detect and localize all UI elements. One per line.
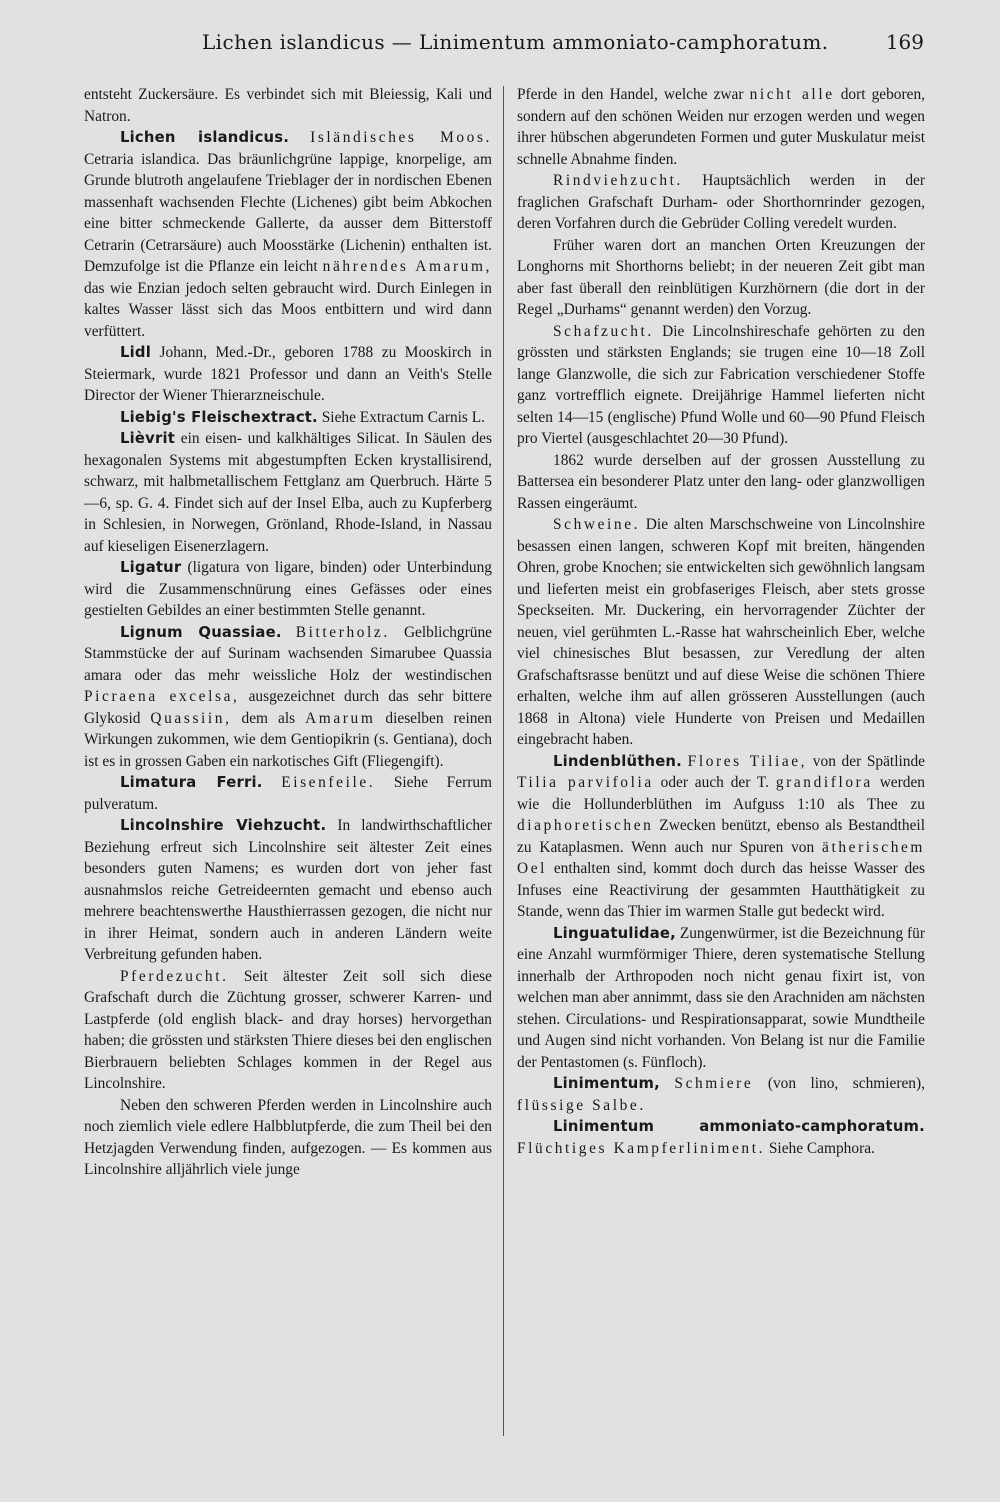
- paragraph-schweine: [517, 514, 925, 751]
- running-title: Lichen islandicus — Linimentum ammoniato-camphoratum.: [202, 30, 829, 54]
- text: enthalten sind, kommt doch durch das heisse Wasser des Infuses eine Reactivirung der gesammten Hautthätigkeit zu Stande, wenn das Thier im warmen Stalle gut bedeckt wird.: [517, 860, 926, 920]
- spaced-term: diaphoretischen: [517, 817, 654, 834]
- text: dem als: [241, 709, 296, 727]
- text: 1862 wurde derselben auf der grossen Ausstellung zu Battersea ein besonderer Platz unter den lang- oder glanzwolligen Rassen eingeräumt.: [517, 451, 925, 512]
- spaced-term: flüssige Salbe.: [517, 1096, 646, 1114]
- paragraph: [517, 84, 925, 170]
- text: Zungenwürmer, ist die Bezeichnung für eine Anzahl wurmförmiger Thiere, deren systematische Stellung innerhalb der Arthropoden noch nicht genau fixirt ist, von welchen man aber annimmt, dass sie den Arachniden am nächsten stehen. Circulations- und Respirationsapparat, sowie Mundtheile und Augen sind nicht vorhanden. Von Belang ist nur die Familie der Pentastomen (s. Fünfloch).: [517, 924, 925, 1071]
- text: dort geboren, sondern auf den schönen Weiden nur erzogen werden und wegen ihrer hübschen abgerundeten Formen und guter Muskulatur meist schnelle Abnahme finden.: [517, 86, 925, 168]
- text: Pferde in den Handel, welche zwar: [517, 86, 744, 103]
- spaced-term: Bitterholz.: [295, 623, 390, 641]
- text: ein eisen- und kalkhältiges Silicat. In Säulen des hexagonalen Systems mit abgestumpften Ecken krystallisirend, schwarz, mit halbmetallischem Fettglanz am Querbruch. Härte 5—6, sp. G. 4. Findet sich auf der Insel Elba, auch zu Kupferberg in Schlesien, in Norwegen, Grönland, Rhode-Island, in Nassau auf kieseligen Eisenerzlagern.: [84, 430, 492, 555]
- headword: Lindenblüthen.: [553, 752, 682, 770]
- paragraph: [84, 1095, 492, 1181]
- paragraph-rindviehzucht: [517, 170, 925, 235]
- spaced-term: Tilia parvifolia: [517, 774, 654, 791]
- text: Seit ältester Zeit soll sich diese Grafschaft durch die Züchtung grosser, schwerer Karren- und Lastpferde (old english black- and dray horses) hervorgethan haben; die grössten und stärksten Thiere dieses bei den englischen Bierbrauern beliebten Schlages kommen in der Regel aus Lincolnshire.: [84, 967, 492, 1092]
- entry-lindenbluethen: [517, 751, 925, 923]
- left-column: [84, 84, 492, 1181]
- entry-lievrit: [84, 428, 492, 557]
- entry-ligatur: [84, 557, 492, 622]
- headword: Lincolnshire Viehzucht.: [120, 817, 327, 834]
- right-column: [517, 84, 925, 1159]
- text: Hauptsächlich werden in der fraglichen Grafschaft Durham- oder Shorthornrinder gezogen, deren Vorfahren durch die Gebrüder Colling veredelt wurden.: [517, 172, 925, 232]
- entry-lichen-islandicus: [84, 127, 492, 342]
- entry-lignum-quassiae: [84, 622, 492, 773]
- text: Johann, Med.-Dr., geboren 1788 zu Mooskirch in Steiermark, wurde 1821 Professor und dann an Veith's Stelle Director der Wiener Thierarzneischule.: [84, 344, 492, 404]
- text: In landwirthschaftlicher Beziehung erfreut sich Lincolnshire seit ältester Zeit eines besonders guten Namens; es wurden dort von jeher fast ausnahmslos reiche Getreideernten gemacht und ebenso auch mehrere beachtenswerthe Hausthierrassen gezogen, die nicht nur in ihrer Heimat, sondern auch in anderen Ländern weite Verbreitung gefunden haben.: [84, 817, 492, 963]
- text: entsteht Zuckersäure. Es verbindet sich mit Bleiessig, Kali und Natron.: [84, 86, 492, 125]
- entry-linimentum: [517, 1073, 925, 1116]
- headword: Linimentum,: [553, 1075, 660, 1092]
- text: ausgezeichnet durch das sehr bittere Glykosid: [84, 688, 492, 727]
- headword: Lignum Quassiae.: [120, 623, 282, 641]
- text: Früher waren dort an manchen Orten Kreuzungen der Longhorns mit Shorthorns beliebt; in der neueren Zeit gibt man aber fast überall den reinblütigen Kurzhörnern (die dort in der Regel „Durhams“ genannt werden) den Vorzug.: [517, 236, 925, 318]
- entry-linguatulidae: [517, 923, 925, 1074]
- headword: Lidl: [120, 344, 151, 361]
- headword: Ligatur: [120, 559, 182, 576]
- paragraph-pferdezucht: [84, 966, 492, 1095]
- text: Zwecken benützt, ebenso als Bestandtheil zu Kataplasmen. Wenn auch nur Spuren von: [517, 817, 925, 856]
- spaced-term: Quassiin,: [150, 709, 232, 727]
- text: Siehe Ferrum pulveratum.: [84, 774, 492, 813]
- text: (von lino, schmieren),: [767, 1075, 925, 1092]
- running-header: [84, 30, 924, 60]
- text: werden wie die Hollunderblüthen im Aufguss 1:10 als Thee zu: [517, 774, 925, 813]
- spaced-term: nicht alle: [749, 86, 835, 103]
- spaced-term: Schafzucht.: [553, 322, 654, 340]
- headword: Lichen islandicus.: [120, 129, 290, 146]
- headword: Linimentum ammoniato-camphoratum.: [553, 1118, 925, 1135]
- text: dieselben reinen Wirkungen zukommen, wie dem Gentiopikrin (s. Gentiana), doch ist es in grossen Gaben ein narkotisches Gift (Fliegengift).: [84, 709, 492, 770]
- text: (ligatura von ligare, binden) oder Unterbindung wird die Zusammenschnürung eines Gefässes oder eines gestielten Gebildes an einer bestimmten Stelle genannt.: [84, 559, 492, 619]
- paragraph: [517, 450, 925, 515]
- text: oder auch der T.: [660, 774, 770, 791]
- spaced-term: Picraena excelsa,: [84, 688, 240, 705]
- text: Die Lincolnshireschafe gehörten zu den grössten und stärksten Englands; sie trugen eine 10—18 Zoll lange Glanzwolle, die sich zur Fabrication verschiedener Stoffe ganz vortrefflich eignete. Dreijährige Hammel lieferten nicht selten 14—15 (englische) Pfund Wolle und 60—90 Pfund Fleisch pro Viertel (ausgeschlachtet 20—30 Pfund).: [517, 322, 926, 447]
- entry-lincolnshire-viehzucht: [84, 815, 492, 966]
- text: Gelblichgrüne Stammstücke der auf Surinam wachsenden Simarubee Quassia amara oder das mehr weissliche Holz der westindischen: [84, 623, 492, 684]
- entry-limatura-ferri: [84, 772, 492, 815]
- text: Cetraria islandica. Das bräunlichgrüne lappige, knorpelige, am Grunde blutroth angelaufene Trieblager der in nordischen Ebenen massenhaft wachsenden Flechte (Lichenes) gibt beim Abkochen eine bitter schmeckende Gallerte, da ausser dem Bitterstoff Cetrarin (Cetrarsäure) auch Moosstärke (Lichenin) enthalten ist. Demzufolge ist die Pflanze ein leicht: [84, 150, 492, 275]
- paragraph-schafzucht: [517, 321, 925, 450]
- spaced-term: Pferdezucht.: [120, 967, 229, 985]
- headword: Liebig's Fleischextract.: [120, 408, 318, 426]
- text: Siehe Camphora.: [768, 1139, 875, 1157]
- spaced-term: Schmiere: [674, 1075, 754, 1092]
- paragraph: [84, 84, 492, 127]
- text: von der Spätlinde: [812, 752, 925, 770]
- spaced-term: Flores Tiliae,: [687, 752, 808, 770]
- spaced-term: Amarum: [305, 709, 376, 727]
- headword: Limatura Ferri.: [120, 774, 263, 791]
- text: das wie Enzian jedoch selten gebraucht wird. Durch Einlegen in kaltes Wasser lässt sich das Moos entbittern und wird dann verfüttert.: [84, 279, 492, 340]
- headword: Lièvrit: [120, 430, 176, 447]
- entry-linimentum-ammoniato-camphoratum: [517, 1116, 925, 1159]
- text: Die alten Marschschweine von Lincolnshire besassen einen langen, schweren Kopf mit breiten, hängenden Ohren, grobe Knochen; sie entwickelten sich gewöhnlich langsam und lieferten meist ein grobfaseriges Fleisch, aber stets grosse Speckseiten. Mr. Duckering, ein hervorragender Züchter der neuen, viel gerühmten L.-Rasse hat wahrscheinlich Eber, welche viel chinesisches Blut besassen, zur Veredlung der alten Grafschaftsrasse benützt und auf diese Weise die schönen Thiere erhalten, welche ihm auf allen grösseren Ausstellungen (auch 1868 in Altona) viele Hunderte von Preisen und Medaillen eingebracht haben.: [517, 516, 925, 748]
- spaced-term: Rindviehzucht.: [553, 172, 684, 189]
- text: Neben den schweren Pferden werden in Lincolnshire auch noch ziemlich viele edlere Halbblutpferde, die zum Theil bei den Hetzjagden Verwendung finden, aufgezogen. — Es kommen aus Lincolnshire alljährlich viele junge: [84, 1096, 492, 1178]
- spaced-term: Flüchtiges Kampferliniment.: [517, 1139, 766, 1157]
- text: Siehe Extractum Carnis L.: [321, 408, 486, 426]
- paragraph: [517, 235, 925, 321]
- headword: Linguatulidae,: [553, 924, 676, 942]
- spaced-term: grandiflora: [775, 774, 873, 791]
- page-number: 169: [885, 30, 924, 54]
- spaced-term: Isländisches Moos.: [310, 129, 492, 146]
- spaced-term: ätherischem Oel: [517, 838, 925, 877]
- spaced-term: Eisenfeile.: [281, 774, 376, 791]
- spaced-term: Schweine.: [553, 516, 641, 533]
- column-divider: [503, 86, 504, 1436]
- entry-liebigs-fleischextract: [84, 407, 492, 429]
- entry-lidl: [84, 342, 492, 407]
- spaced-term: nährendes Amarum,: [322, 258, 492, 275]
